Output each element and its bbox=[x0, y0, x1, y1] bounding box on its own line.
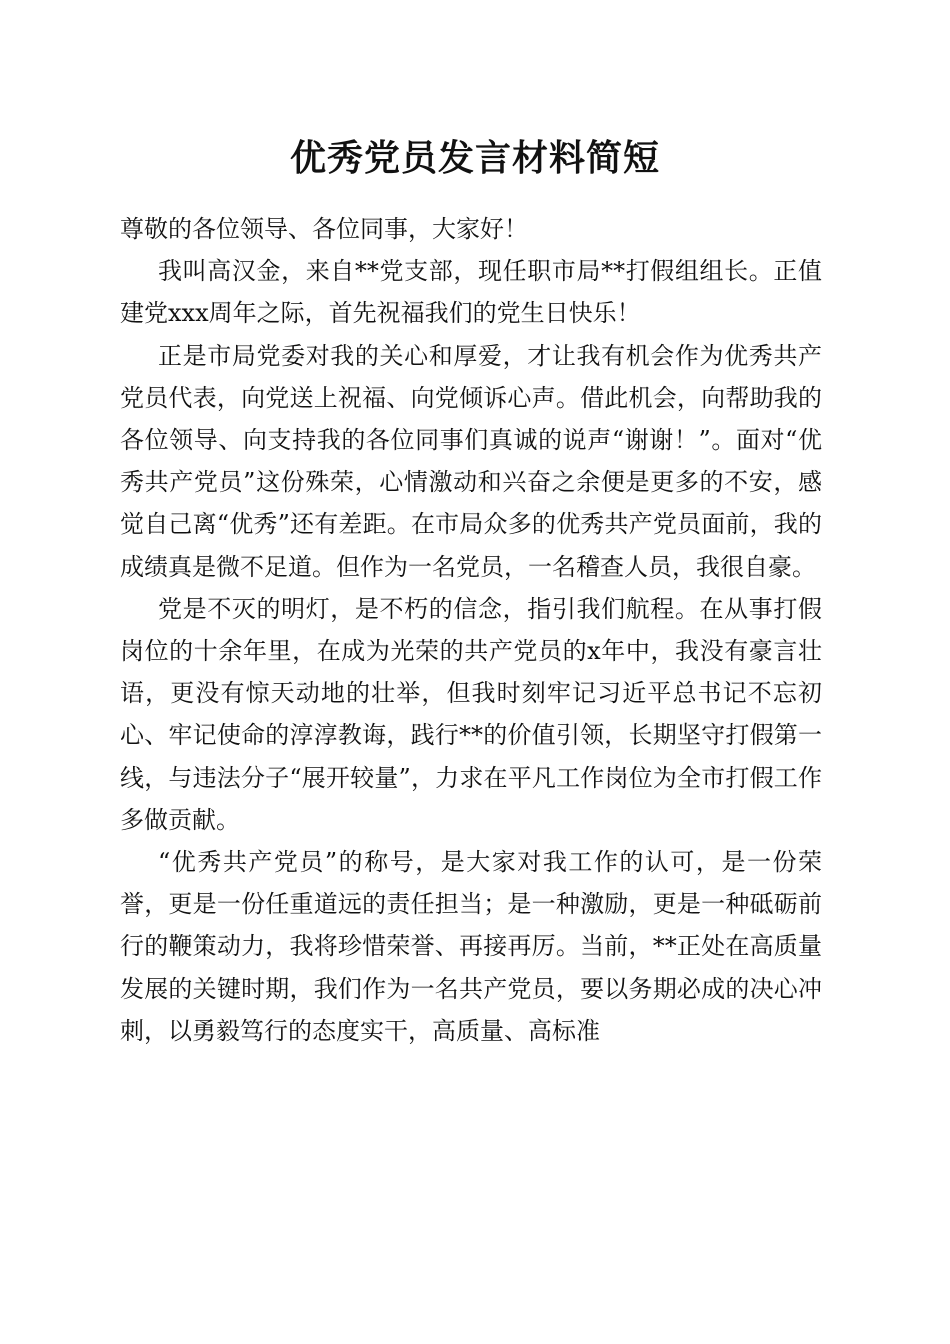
paragraph-gratitude: 正是市局党委对我的关心和厚爱，才让我有机会作为优秀共产党员代表，向党送上祝福、向党倾诉心声。借此机会，向帮助我的各位领导、向支持我的各位同事们真诚的说声“谢谢！”。面对“优秀共产党员”这份殊荣，心情激动和兴奋之余便是更多的不安，感觉自己离“优秀”还有差距。在市局众多的优秀共产党员面前，我的成绩真是微不足道。但作为一名党员，一名稽查人员，我很自豪。 bbox=[120, 341, 822, 581]
greeting-line: 尊敬的各位领导、各位同事，大家好！ bbox=[120, 215, 528, 243]
paragraph-honor-responsibility: “优秀共产党员”的称号，是大家对我工作的认可，是一份荣誉，更是一份任重道远的责任担当；是一种激励，更是一种砥砺前行的鞭策动力，我将珍惜荣誉、再接再厉。当前，**正处在高质量发展的关键时期，我们作为一名共产党员，要以务期必成的决心冲刺，以勇毅笃行的态度实干，高质量、高标准 bbox=[120, 848, 822, 1045]
document-body bbox=[120, 208, 822, 1052]
paragraph-work-experience: 党是不灭的明灯，是不朽的信念，指引我们航程。在从事打假岗位的十余年里，在成为光荣的共产党员的x年中，我没有豪言壮语，更没有惊天动地的壮举，但我时刻牢记习近平总书记不忘初心、牢记使命的淳淳教诲，践行**的价值引领，长期坚守打假第一线，与违法分子“展开较量”，力求在平凡工作岗位为全市打假工作多做贡献。 bbox=[120, 594, 822, 834]
page-title: 优秀党员发言材料简短 bbox=[289, 137, 660, 179]
paragraph-introduction: 我叫高汉金，来自**党支部，现任职市局**打假组组长。正值建党xxx周年之际，首先祝福我们的党生日快乐！ bbox=[120, 257, 822, 328]
